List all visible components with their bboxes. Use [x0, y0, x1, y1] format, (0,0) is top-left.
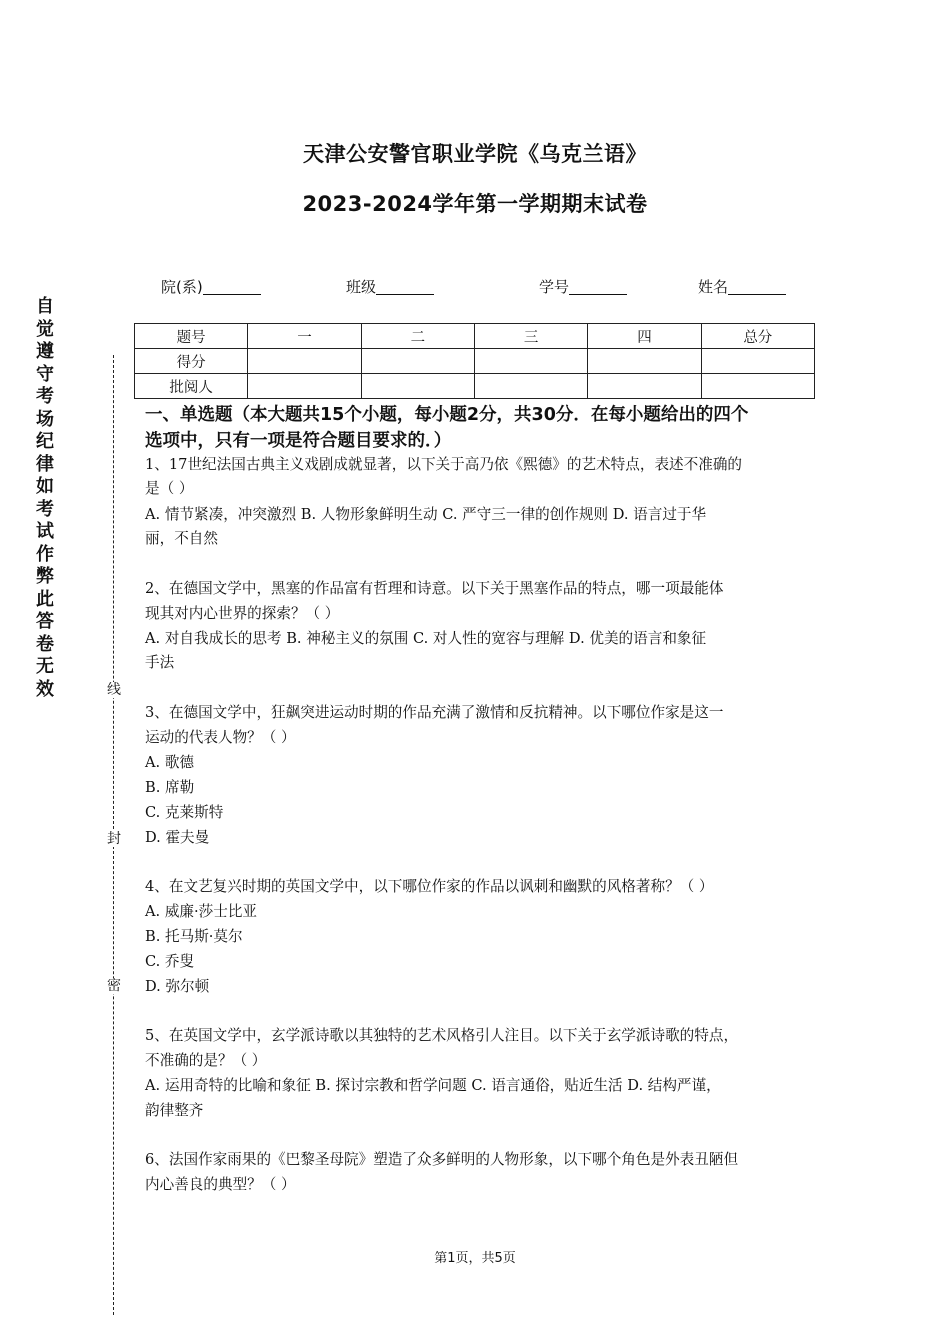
header-cell: 二: [361, 324, 474, 349]
question-4-stem: 4、在文艺复兴时期的英国文学中，以下哪位作家的作品以讽刺和幽默的风格著称？（ ）: [145, 878, 714, 895]
section-heading-line2: 选项中，只有一项是符合题目要求的．）: [145, 431, 452, 451]
question-4-option-b: B. 托马斯·莫尔: [145, 928, 243, 945]
grader-cell: [701, 374, 814, 399]
class-field: [346, 276, 434, 297]
grader-cell: [248, 374, 361, 399]
name-label: 姓名: [698, 278, 729, 296]
question-5-options-cont: 韵律整齐: [145, 1102, 204, 1119]
grader-cell: [361, 374, 474, 399]
question-2-options: A. 对自我成长的思考 B. 神秘主义的氛围 C. 对人性的宽容与理解 D. 优美的语言和象征: [145, 630, 707, 647]
name-field: [698, 276, 786, 297]
score-cell: [248, 349, 361, 374]
question-3-option-d: D. 霍夫曼: [145, 829, 210, 846]
grader-cell: [474, 374, 587, 399]
question-5-stem: 5、在英国文学中，玄学派诗歌以其独特的艺术风格引人注目。以下关于玄学派诗歌的特点，: [145, 1027, 739, 1044]
grader-row: [135, 374, 815, 399]
question-4-option-c: C. 乔叟: [145, 953, 195, 970]
score-row-label: 得分: [135, 349, 248, 374]
name-blank: [728, 278, 786, 295]
question-3-option-a: A. 歌德: [145, 754, 195, 771]
header-cell: 一: [248, 324, 361, 349]
question-2-stem: 2、在德国文学中，黑塞的作品富有哲理和诗意。以下关于黑塞作品的特点，哪一项最能体: [145, 580, 724, 597]
binding-mark-seal: 封: [107, 831, 121, 847]
score-table: [134, 323, 815, 399]
question-3-stem-cont: 运动的代表人物？（ ）: [145, 729, 296, 746]
binding-mark-line: 线: [107, 682, 121, 698]
page-number: 第1页，共5页: [434, 1251, 516, 1266]
score-cell: [474, 349, 587, 374]
student-id-field: [539, 276, 627, 297]
department-label: 院(系): [161, 278, 203, 296]
department-field: [161, 276, 261, 297]
question-3-option-c: C. 克莱斯特: [145, 804, 224, 821]
header-cell: 总分: [701, 324, 814, 349]
question-5-options: A. 运用奇特的比喻和象征 B. 探讨宗教和哲学问题 C. 语言通俗，贴近生活 D. 结构严谨，: [145, 1077, 721, 1094]
grader-row-label: 批阅人: [135, 374, 248, 399]
header-cell: 题号: [135, 324, 248, 349]
grader-cell: [588, 374, 701, 399]
question-1-options: A. 情节紧凑，冲突激烈 B. 人物形象鲜明生动 C. 严守三一律的创作规则 D. 语言过于华: [145, 506, 707, 523]
header-cell: 三: [474, 324, 587, 349]
question-5-stem-cont: 不准确的是？（ ）: [145, 1052, 267, 1069]
student-id-label: 学号: [539, 278, 570, 296]
header-cell: 四: [588, 324, 701, 349]
exam-title-line1: 天津公安警官职业学院《乌克兰语》: [303, 142, 647, 166]
department-blank: [203, 278, 261, 295]
score-cell: [701, 349, 814, 374]
question-4-option-a: A. 威廉·莎士比亚: [145, 903, 258, 920]
question-2-options-cont: 手法: [145, 654, 175, 671]
score-cell: [361, 349, 474, 374]
section-heading: [145, 402, 817, 454]
question-6-stem-cont: 内心善良的典型？（ ）: [145, 1176, 296, 1193]
student-id-blank: [569, 278, 627, 295]
class-label: 班级: [346, 278, 377, 296]
side-warning-text: 自觉遵守考场纪律如考试作弊此答卷无效: [36, 296, 54, 700]
binding-mark-secret: 密: [107, 978, 121, 994]
question-1-stem-cont: 是（ ）: [145, 480, 194, 497]
class-blank: [376, 278, 434, 295]
score-cell: [588, 349, 701, 374]
score-table-header-row: [135, 324, 815, 349]
section-heading-line1: 一、单选题（本大题共15个小题，每小题2分，共30分．在每小题给出的四个: [145, 405, 749, 425]
question-4-option-d: D. 弥尔顿: [145, 978, 210, 995]
question-1-options-cont: 丽，不自然: [145, 530, 218, 547]
question-6-stem: 6、法国作家雨果的《巴黎圣母院》塑造了众多鲜明的人物形象，以下哪个角色是外表丑陋但: [145, 1151, 739, 1168]
question-2-stem-cont: 现其对内心世界的探索？（ ）: [145, 605, 340, 622]
score-row: [135, 349, 815, 374]
question-3-option-b: B. 席勒: [145, 779, 195, 796]
exam-title-line2: 2023-2024学年第一学期期末试卷: [302, 192, 648, 216]
question-3-stem: 3、在德国文学中，狂飙突进运动时期的作品充满了激情和反抗精神。以下哪位作家是这一: [145, 704, 724, 721]
question-1-stem: 1、17世纪法国古典主义戏剧成就显著，以下关于高乃依《熙德》的艺术特点，表述不准确的: [145, 456, 743, 473]
